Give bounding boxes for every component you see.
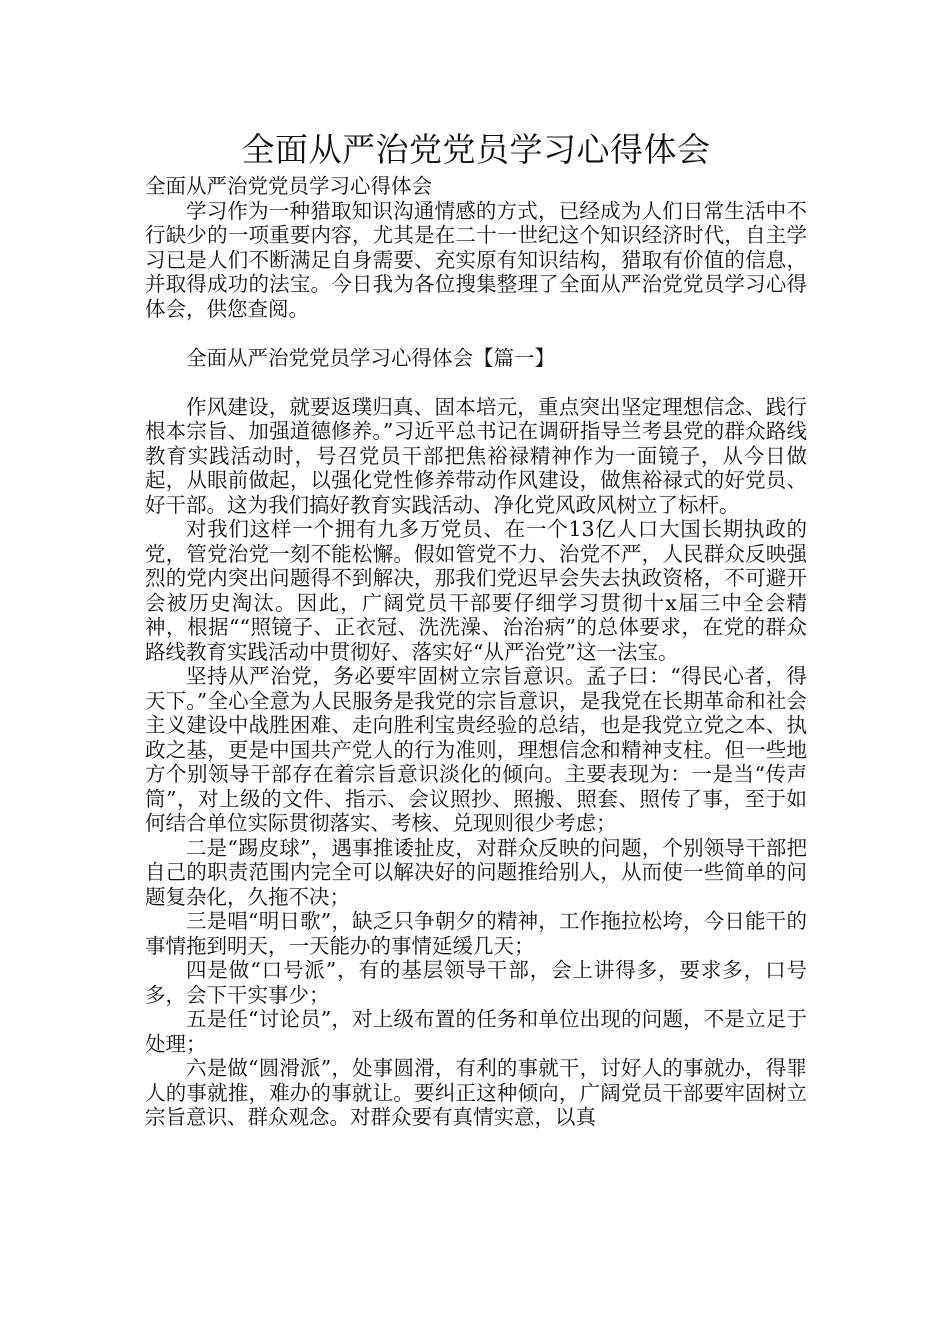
document-title: 全面从严治党党员学习心得体会 <box>241 130 711 169</box>
intro-paragraph: 学习作为一种猎取知识沟通情感的方式，已经成为人们日常生活中不行缺少的一项重要内容，尤其是在二十一世纪这个知识经济时代，自主学习已是人们不断满足自身需要、充实原有知识结构，猎取有价值的信息，并取得成功的法宝。今日我为各位搜集整理了全面从严治党党员学习心得体会，供您查阅。 <box>145 198 807 321</box>
section-heading: 全面从严治党党员学习心得体会【篇一】 <box>186 345 555 370</box>
body-paragraph: 二是“踢皮球”，遇事推诿扯皮，对群众反映的问题，个别领导干部把自己的职责范围内完全可以解决好的问题推给别人，从而使一些简单的问题复杂化，久拖不决； <box>145 835 807 909</box>
document-subtitle: 全面从严治党党员学习心得体会 <box>145 174 432 198</box>
document-page <box>145 128 807 1130</box>
body-paragraph: 三是唱“明日歌”，缺乏只争朝夕的精神，工作拖拉松垮，今日能干的事情拖到明天，一天能办的事情延缓几天； <box>145 909 807 958</box>
body-paragraph: 五是任“讨论员”，对上级布置的任务和单位出现的问题，不是立足于处理； <box>145 1007 807 1056</box>
body-paragraph: 对我们这样一个拥有九多万党员、在一个13亿人口大国长期执政的党，管党治党一刻不能松懈。假如管党不力、治党不严，人民群众反映强烈的党内突出问题得不到解决，那我们党迟早会失去执政资格，不可避开会被历史淘汰。因此，广阔党员干部要仔细学习贯彻十x届三中全会精神，根据““照镜子、正衣冠、洗洗澡、治治病”的总体要求，在党的群众路线教育实践活动中贯彻好、落实好“从严治党”这一法宝。 <box>145 517 807 664</box>
body-paragraph: 作风建设，就要返璞归真、固本培元，重点突出坚定理想信念、践行根本宗旨、加强道德修养。”习近平总书记在调研指导兰考县党的群众路线教育实践活动时，号召党员干部把焦裕禄精神作为一面镜子，从今日做起，从眼前做起，以强化党性修养带动作风建设，做焦裕禄式的好党员、好干部。这为我们搞好教育实践活动、净化党风政风树立了标杆。 <box>145 394 807 517</box>
body-paragraph: 四是做“口号派”，有的基层领导干部，会上讲得多，要求多，口号多，会下干实事少； <box>145 958 807 1007</box>
body-paragraph: 六是做“圆滑派”，处事圆滑，有利的事就干，讨好人的事就办，得罪人的事就推，难办的事就让。要纠正这种倾向，广阔党员干部要牢固树立宗旨意识、群众观念。对群众要有真情实意，以真 <box>145 1056 807 1129</box>
body-paragraph: 坚持从严治党，务必要牢固树立宗旨意识。孟子曰：“得民心者，得天下。”全心全意为人民服务是我党的宗旨意识，是我党在长期革命和社会主义建设中战胜困难、走向胜利宝贵经验的总结，也是我党立党之本、执政之基，更是中国共产党人的行为准则，理想信念和精神支柱。但一些地方个别领导干部存在着宗旨意识淡化的倾向。主要表现为：一是当“传声筒”，对上级的文件、指示、会议照抄、照搬、照套、照传了事，至于如何结合单位实际贯彻落实、考核、兑现则很少考虑； <box>145 664 807 835</box>
